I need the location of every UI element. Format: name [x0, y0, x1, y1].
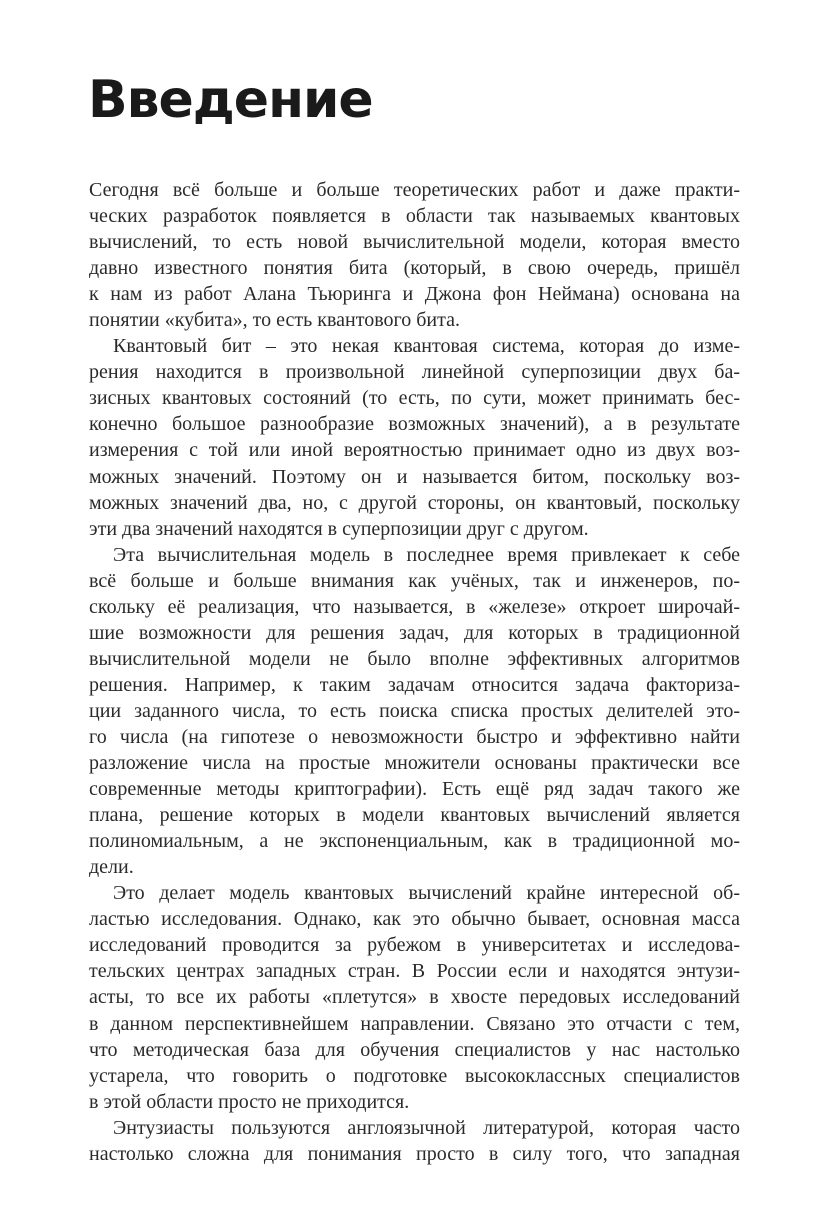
- text-line: в данном перспективнейшем направлении. Связано это отчасти с тем,: [89, 1012, 740, 1035]
- text-line: асты, то все их работы «плетутся» в хвосте передовых исследований: [89, 986, 740, 1009]
- text-line: скольку её реализация, что называется, в «железе» откроет широчай-: [89, 595, 740, 618]
- text-line: к нам из работ Алана Тьюринга и Джона фон Неймана) основана на: [89, 283, 740, 306]
- text-line: ции заданного числа, то есть поиска списка простых делителей это-: [89, 699, 740, 722]
- text-line: исследований проводится за рубежом в университетах и исследова-: [89, 934, 740, 957]
- text-line: тельских центрах западных стран. В России если и находятся энтузи-: [89, 960, 740, 983]
- text-line: измерения с той или иной вероятностью принимает одно из двух воз-: [89, 439, 740, 462]
- text-line: го числа (на гипотезе о невозможности быстро и эффективно найти: [89, 725, 740, 748]
- text-line: эти два значений находятся в суперпозиции друг с другом.: [89, 517, 589, 540]
- paragraph: [89, 1115, 740, 1167]
- text-line: вычислений, то есть новой вычислительной модели, которая вместо: [89, 231, 740, 254]
- text-line: ческих разработок появляется в области так называемых квантовых: [89, 205, 740, 228]
- text-line: понятии «кубита», то есть квантового бита.: [89, 309, 460, 332]
- paragraph: [89, 333, 740, 541]
- text-line: Сегодня всё больше и больше теоретических работ и даже практи-: [89, 179, 740, 201]
- text-line: современные методы криптографии). Есть ещё ряд задач такого же: [89, 778, 740, 801]
- text-line: настолько сложна для понимания просто в силу того, что западная: [89, 1142, 740, 1165]
- text-line: зисных квантовых состояний (то есть, по сути, может принимать бес-: [89, 387, 740, 410]
- text-line: можных значений два, но, с другой стороны, он квантовый, поскольку: [89, 491, 740, 514]
- text-line: рения находится в произвольной линейной суперпозиции двух ба-: [89, 361, 740, 384]
- text-line: Это делает модель квантовых вычислений крайне интересной об-: [113, 882, 740, 905]
- text-line: конечно большое разнообразие возможных значений), а в результате: [89, 413, 740, 436]
- text-line: шие возможности для решения задач, для которых в традиционной: [89, 621, 740, 644]
- text-line: Эта вычислительная модель в последнее время привлекает к себе: [113, 543, 740, 566]
- text-line: можных значений. Поэтому он и называется битом, поскольку воз-: [89, 465, 740, 488]
- text-line: давно известного понятия бита (который, в свою очередь, пришёл: [89, 257, 740, 280]
- text-line: Квантовый бит – это некая квантовая система, которая до изме-: [113, 335, 740, 358]
- text-line: решения. Например, к таким задачам относится задача факториза-: [89, 673, 740, 696]
- paragraph: [89, 880, 740, 1114]
- text-line: дели.: [89, 856, 134, 879]
- text-line: ластью исследования. Однако, как это обычно бывает, основная масса: [89, 908, 740, 931]
- chapter-body: [89, 177, 740, 1167]
- paragraph: [89, 542, 740, 881]
- text-line: разложение числа на простые множители основаны практически все: [89, 752, 740, 775]
- text-line: в этой области просто не приходится.: [89, 1090, 410, 1113]
- text-line: плана, решение которых в модели квантовых вычислений является: [89, 804, 740, 827]
- text-line: полиномиальным, а не экспоненциальным, как в традиционной мо-: [89, 830, 740, 853]
- paragraph: [89, 177, 740, 333]
- chapter-title: Введение: [88, 70, 373, 130]
- text-line: устарела, что говорить о подготовке высококлассных специалистов: [89, 1064, 740, 1087]
- text-line: что методическая база для обучения специалистов у нас настолько: [89, 1038, 740, 1061]
- text-line: всё больше и больше внимания как учёных, так и инженеров, по-: [89, 569, 740, 592]
- text-line: Энтузиасты пользуются англоязычной литературой, которая часто: [113, 1116, 740, 1139]
- text-line: вычислительной модели не было вполне эффективных алгоритмов: [89, 647, 740, 670]
